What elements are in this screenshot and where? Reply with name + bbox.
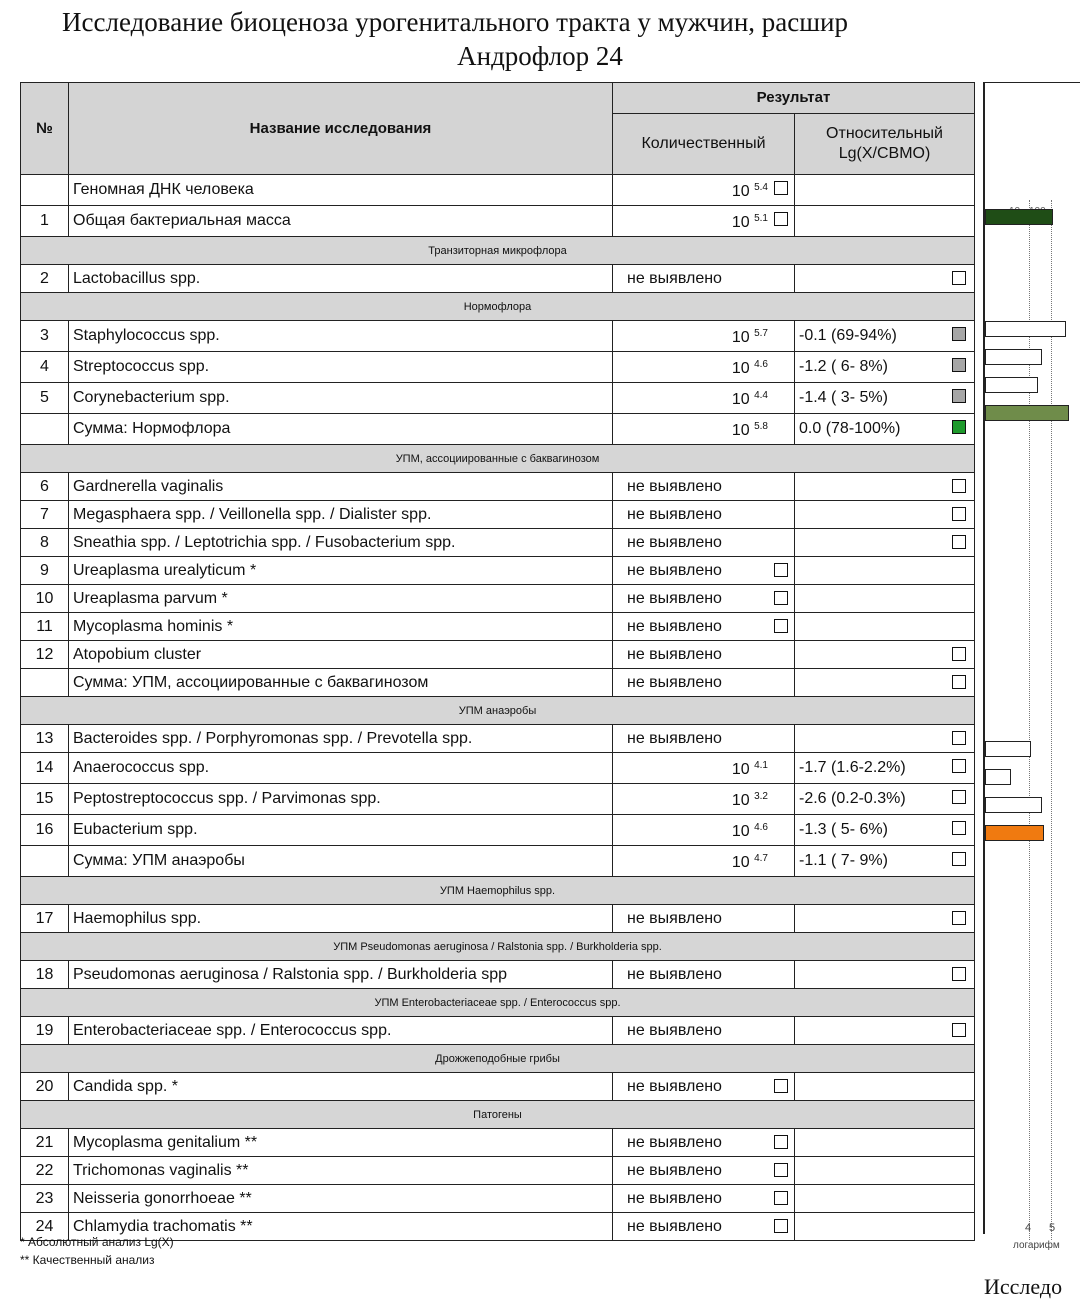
not-detected-text: не выявлено (627, 269, 722, 287)
chart-bar (985, 321, 1066, 337)
relative-result (795, 961, 975, 989)
quant-exponent: 4.4 (754, 390, 768, 401)
axis-label-5: 5 (1049, 1222, 1056, 1234)
table-row (21, 352, 975, 383)
relative-result (795, 321, 975, 352)
quantitative-result (613, 206, 795, 237)
row-number: 5 (21, 383, 69, 414)
header-result: Результат (613, 83, 975, 114)
table-row (21, 265, 975, 293)
quantitative-result (613, 383, 795, 414)
checkbox-icon (774, 1135, 788, 1149)
quantitative-result (613, 613, 795, 641)
quantitative-result (613, 265, 795, 293)
not-detected-text: не выявлено (627, 1021, 722, 1039)
table-row (21, 529, 975, 557)
not-detected-text: не выявлено (627, 729, 722, 747)
header-rel (795, 114, 975, 175)
relative-result (795, 529, 975, 557)
status-indicator-icon (952, 389, 966, 403)
table-row (21, 961, 975, 989)
relative-result (795, 1157, 975, 1185)
test-name: Lactobacillus spp. (69, 265, 613, 293)
quantitative-result (613, 1129, 795, 1157)
row-number (21, 175, 69, 206)
group-header-label: УПМ, ассоциированные с баквагинозом (21, 445, 975, 473)
test-name: Trichomonas vaginalis ** (69, 1157, 613, 1185)
quantitative-result (613, 641, 795, 669)
relative-result (795, 905, 975, 933)
quant-base: 10 (731, 422, 750, 439)
row-number: 18 (21, 961, 69, 989)
quant-exponent: 4.6 (754, 822, 768, 833)
quantitative-result (613, 557, 795, 585)
not-detected-text: не выявлено (627, 477, 722, 495)
table-row (21, 1129, 975, 1157)
status-indicator-icon (952, 759, 966, 773)
quantitative-result (613, 815, 795, 846)
relative-result (795, 1073, 975, 1101)
quantitative-result (613, 753, 795, 784)
row-number: 4 (21, 352, 69, 383)
group-header-row (21, 293, 975, 321)
bottom-caption: Исследо (984, 1274, 1063, 1299)
quantitative-result (613, 501, 795, 529)
test-name: Enterobacteriaceae spp. / Enterococcus spp. (69, 1017, 613, 1045)
group-header-row (21, 697, 975, 725)
chart-bar (985, 825, 1044, 841)
group-header-label: УПМ Haemophilus spp. (21, 877, 975, 905)
test-name: Геномная ДНК человека (69, 175, 613, 206)
table-row (21, 414, 975, 445)
quant-base: 10 (731, 823, 750, 840)
row-number (21, 414, 69, 445)
checkbox-icon (774, 1079, 788, 1093)
quantitative-result (613, 784, 795, 815)
relative-result (795, 1185, 975, 1213)
quantitative-result (613, 321, 795, 352)
checkbox-icon (774, 591, 788, 605)
not-detected-text: не выявлено (627, 909, 722, 927)
row-number: 15 (21, 784, 69, 815)
row-number: 24 (21, 1213, 69, 1241)
not-detected-text: не выявлено (627, 1217, 722, 1235)
relative-value: -1.2 ( 6- 8%) (799, 358, 888, 375)
axis-label-4: 4 (1025, 1222, 1032, 1234)
quant-base: 10 (731, 214, 750, 231)
table-row (21, 753, 975, 784)
test-name: Sneathia spp. / Leptotrichia spp. / Fusobacterium spp. (69, 529, 613, 557)
table-row (21, 585, 975, 613)
relative-result (795, 725, 975, 753)
relative-value: 0.0 (78-100%) (799, 420, 901, 437)
checkbox-icon (774, 1163, 788, 1177)
row-number: 19 (21, 1017, 69, 1045)
chart-header (985, 82, 1080, 198)
table-row (21, 784, 975, 815)
checkbox-icon (774, 1219, 788, 1233)
axis-caption: логарифм (1013, 1240, 1060, 1251)
header-quant: Количественный (613, 114, 795, 175)
relative-value: -1.3 ( 5- 6%) (799, 821, 888, 838)
not-detected-text: не выявлено (627, 505, 722, 523)
quant-exponent: 5.1 (754, 213, 768, 224)
results-table (20, 82, 975, 1241)
row-number: 11 (21, 613, 69, 641)
not-detected-text: не выявлено (627, 645, 722, 663)
relative-result (795, 613, 975, 641)
relative-result (795, 352, 975, 383)
table-row (21, 557, 975, 585)
table-row (21, 641, 975, 669)
test-name: Megasphaera spp. / Veillonella spp. / Dialister spp. (69, 501, 613, 529)
relative-result (795, 1017, 975, 1045)
table-row (21, 815, 975, 846)
group-header-row (21, 989, 975, 1017)
relative-value: -1.4 ( 3- 5%) (799, 389, 888, 406)
not-detected-text: не выявлено (627, 1077, 722, 1095)
quant-exponent: 3.2 (754, 791, 768, 802)
header-name: Название исследования (69, 83, 613, 175)
test-name: Atopobium cluster (69, 641, 613, 669)
relative-result (795, 784, 975, 815)
test-name: Сумма: УПМ, ассоциированные с баквагинозом (69, 669, 613, 697)
row-number: 10 (21, 585, 69, 613)
chart-bar (985, 741, 1031, 757)
relative-result (795, 1129, 975, 1157)
group-header-label: УПМ анаэробы (21, 697, 975, 725)
table-row (21, 383, 975, 414)
relative-result (795, 753, 975, 784)
status-indicator-icon (952, 731, 966, 745)
quant-base: 10 (731, 329, 750, 346)
row-number: 14 (21, 753, 69, 784)
table-row (21, 321, 975, 352)
group-header-row (21, 933, 975, 961)
status-indicator-icon (952, 358, 966, 372)
row-number: 16 (21, 815, 69, 846)
test-name: Neisseria gonorrhoeae ** (69, 1185, 613, 1213)
chart-bar (985, 405, 1069, 421)
quantitative-result (613, 529, 795, 557)
test-name: Mycoplasma genitalium ** (69, 1129, 613, 1157)
header-rel-line1: Относительный (826, 125, 943, 142)
group-header-label: Нормофлора (21, 293, 975, 321)
test-name: Сумма: УПМ анаэробы (69, 846, 613, 877)
relative-result (795, 585, 975, 613)
row-number: 21 (21, 1129, 69, 1157)
quantitative-result (613, 175, 795, 206)
test-name: Gardnerella vaginalis (69, 473, 613, 501)
test-name: Candida spp. * (69, 1073, 613, 1101)
status-indicator-icon (952, 1023, 966, 1037)
group-header-label: Транзиторная микрофлора (21, 237, 975, 265)
chart-bar (985, 377, 1038, 393)
checkbox-icon (774, 181, 788, 195)
chart-bar (985, 209, 1053, 225)
header-num: № (21, 83, 69, 175)
results-body (21, 175, 975, 1241)
test-name: Pseudomonas aeruginosa / Ralstonia spp. / Burkholderia spp (69, 961, 613, 989)
row-number (21, 669, 69, 697)
test-name: Peptostreptococcus spp. / Parvimonas spp. (69, 784, 613, 815)
relative-result (795, 557, 975, 585)
relative-result (795, 206, 975, 237)
chart-bar (985, 797, 1042, 813)
not-detected-text: не выявлено (627, 561, 722, 579)
quantitative-result (613, 846, 795, 877)
relative-value: -0.1 (69-94%) (799, 327, 897, 344)
chart-bar (985, 349, 1042, 365)
row-number: 23 (21, 1185, 69, 1213)
status-indicator-icon (952, 911, 966, 925)
table-row (21, 846, 975, 877)
quantitative-result (613, 352, 795, 383)
status-indicator-icon (952, 420, 966, 434)
relative-result (795, 846, 975, 877)
group-header-row (21, 237, 975, 265)
table-row (21, 1073, 975, 1101)
row-number: 7 (21, 501, 69, 529)
row-number: 20 (21, 1073, 69, 1101)
log-chart (983, 82, 1080, 1251)
table-row (21, 1157, 975, 1185)
gridline-5 (1051, 200, 1052, 1240)
test-name: Corynebacterium spp. (69, 383, 613, 414)
group-header-label: УПМ Enterobacteriaceae spp. / Enterococcus spp. (21, 989, 975, 1017)
not-detected-text: не выявлено (627, 533, 722, 551)
test-name: Streptococcus spp. (69, 352, 613, 383)
quant-exponent: 4.7 (754, 853, 768, 864)
table-row (21, 1185, 975, 1213)
header-rel-line2: Lg(X/СВМО) (838, 145, 931, 162)
quantitative-result (613, 1185, 795, 1213)
relative-result (795, 501, 975, 529)
status-indicator-icon (952, 675, 966, 689)
test-name: Ureaplasma parvum * (69, 585, 613, 613)
not-detected-text: не выявлено (627, 1189, 722, 1207)
not-detected-text: не выявлено (627, 965, 722, 983)
status-indicator-icon (952, 535, 966, 549)
table-row (21, 669, 975, 697)
quantitative-result (613, 1017, 795, 1045)
group-header-label: Патогены (21, 1101, 975, 1129)
row-number: 8 (21, 529, 69, 557)
not-detected-text: не выявлено (627, 617, 722, 635)
group-header-row (21, 445, 975, 473)
not-detected-text: не выявлено (627, 673, 722, 691)
quant-exponent: 5.7 (754, 328, 768, 339)
row-number: 17 (21, 905, 69, 933)
table-row (21, 175, 975, 206)
status-indicator-icon (952, 852, 966, 866)
test-name: Anaerococcus spp. (69, 753, 613, 784)
row-number: 6 (21, 473, 69, 501)
quant-base: 10 (731, 792, 750, 809)
test-name: Общая бактериальная масса (69, 206, 613, 237)
relative-result (795, 414, 975, 445)
quant-base: 10 (731, 391, 750, 408)
status-indicator-icon (952, 647, 966, 661)
row-number: 9 (21, 557, 69, 585)
table-row (21, 725, 975, 753)
relative-result (795, 1213, 975, 1241)
quant-base: 10 (731, 854, 750, 871)
test-name: Haemophilus spp. (69, 905, 613, 933)
table-row (21, 206, 975, 237)
report-title-line1: Исследование биоценоза урогенитального тракта у мужчин, расшир (62, 7, 849, 37)
group-header-row (21, 877, 975, 905)
status-indicator-icon (952, 790, 966, 804)
not-detected-text: не выявлено (627, 589, 722, 607)
table-row (21, 501, 975, 529)
quant-exponent: 5.4 (754, 182, 768, 193)
relative-value: -1.1 ( 7- 9%) (799, 852, 888, 869)
group-header-row (21, 1101, 975, 1129)
quantitative-result (613, 1157, 795, 1185)
row-number: 12 (21, 641, 69, 669)
row-number: 2 (21, 265, 69, 293)
quantitative-result (613, 414, 795, 445)
test-name: Staphylococcus spp. (69, 321, 613, 352)
relative-value: -2.6 (0.2-0.3%) (799, 790, 906, 807)
report-title-line2: Андрофлор 24 (457, 41, 623, 71)
group-header-label: УПМ Pseudomonas aeruginosa / Ralstonia spp. / Burkholderia spp. (21, 933, 975, 961)
status-indicator-icon (952, 507, 966, 521)
quant-base: 10 (731, 183, 750, 200)
quantitative-result (613, 905, 795, 933)
quantitative-result (613, 473, 795, 501)
table-row (21, 905, 975, 933)
quantitative-result (613, 1073, 795, 1101)
relative-result (795, 265, 975, 293)
test-name: Ureaplasma urealyticum * (69, 557, 613, 585)
test-name: Eubacterium spp. (69, 815, 613, 846)
relative-result (795, 641, 975, 669)
relative-result (795, 473, 975, 501)
status-indicator-icon (952, 821, 966, 835)
relative-value: -1.7 (1.6-2.2%) (799, 759, 906, 776)
chart-bar (985, 769, 1011, 785)
quant-base: 10 (731, 761, 750, 778)
relative-result (795, 175, 975, 206)
relative-result (795, 815, 975, 846)
test-name: Mycoplasma hominis * (69, 613, 613, 641)
quantitative-result (613, 669, 795, 697)
checkbox-icon (774, 212, 788, 226)
table-row (21, 473, 975, 501)
test-name: Bacteroides spp. / Porphyromonas spp. / Prevotella spp. (69, 725, 613, 753)
quantitative-result (613, 585, 795, 613)
quantitative-result (613, 961, 795, 989)
not-detected-text: не выявлено (627, 1161, 722, 1179)
footnote-2: ** Качественный анализ (20, 1253, 155, 1267)
table-row (21, 613, 975, 641)
status-indicator-icon (952, 479, 966, 493)
table-row (21, 1017, 975, 1045)
status-indicator-icon (952, 967, 966, 981)
footnote-1: * Абсолютный анализ Lg(X) (20, 1235, 174, 1249)
row-number: 13 (21, 725, 69, 753)
row-number (21, 846, 69, 877)
not-detected-text: не выявлено (627, 1133, 722, 1151)
quantitative-result (613, 1213, 795, 1241)
status-indicator-icon (952, 271, 966, 285)
row-number: 22 (21, 1157, 69, 1185)
test-name: Chlamydia trachomatis ** (69, 1213, 613, 1241)
row-number: 3 (21, 321, 69, 352)
group-header-label: Дрожжеподобные грибы (21, 1045, 975, 1073)
quant-base: 10 (731, 360, 750, 377)
relative-result (795, 669, 975, 697)
status-indicator-icon (952, 327, 966, 341)
checkbox-icon (774, 1191, 788, 1205)
row-number: 1 (21, 206, 69, 237)
group-header-row (21, 1045, 975, 1073)
checkbox-icon (774, 619, 788, 633)
relative-result (795, 383, 975, 414)
quant-exponent: 4.6 (754, 359, 768, 370)
checkbox-icon (774, 563, 788, 577)
quant-exponent: 4.1 (754, 760, 768, 771)
test-name: Сумма: Нормофлора (69, 414, 613, 445)
quant-exponent: 5.8 (754, 421, 768, 432)
quantitative-result (613, 725, 795, 753)
